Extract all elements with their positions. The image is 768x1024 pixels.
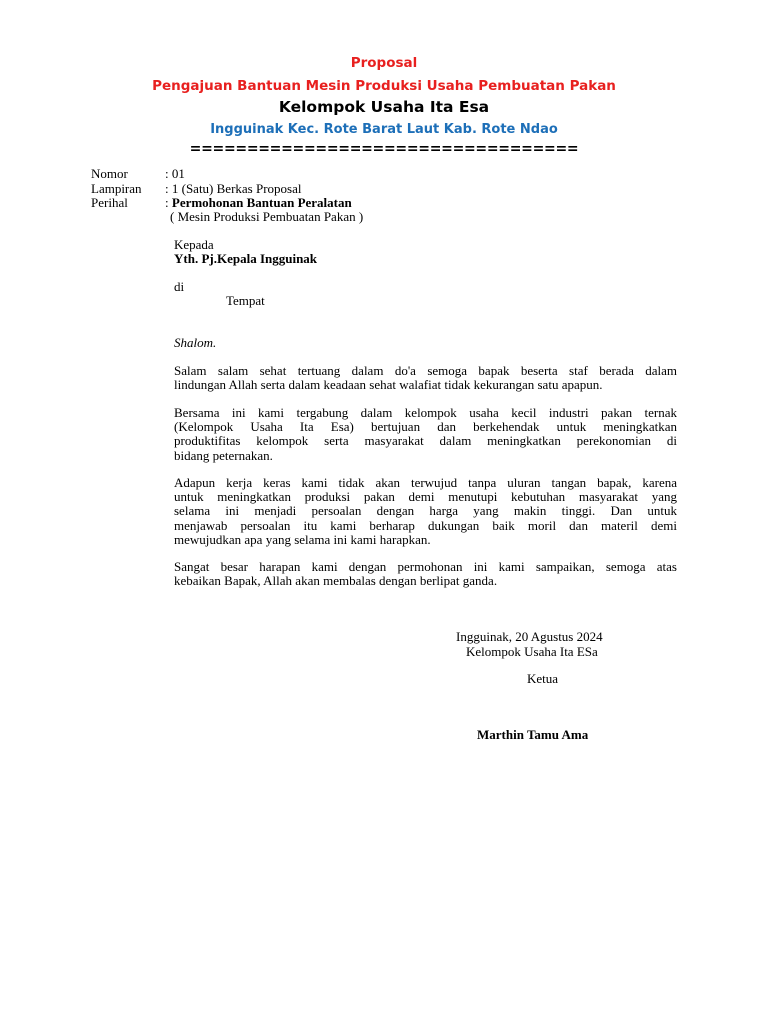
paragraph-line: menjawab persoalan itu kami berharap dukungan baik moril dan materil demi [174, 517, 677, 533]
paragraph-line: Bersama ini kami tergabung dalam kelompok usaha kecil industri pakan ternak [174, 405, 677, 420]
paragraph-3 [174, 476, 677, 547]
nomor-label: Nomor [91, 166, 128, 181]
paragraph-1 [174, 364, 677, 392]
signature-role: Ketua [527, 671, 559, 686]
recipient-name: Yth. Pj.Kepala Ingguinak [174, 251, 318, 266]
perihal-colon: : [165, 195, 172, 210]
paragraph-line: (Kelompok Usaha Ita Esa) bertujuan dan berkehendak untuk meningkatkan [174, 419, 677, 435]
lampiran-label: Lampiran [91, 181, 142, 196]
place-date: Ingguinak, 20 Agustus 2024 [456, 629, 603, 644]
perihal-sub: ( Mesin Produksi Pembuatan Pakan ) [170, 209, 364, 224]
di-label: di [174, 279, 185, 294]
group-name-heading: Kelompok Usaha Ita Esa [278, 98, 490, 116]
address-heading: Ingguinak Kec. Rote Barat Laut Kab. Rote Ndao [210, 122, 558, 137]
paragraph-line: Sangat besar harapan kami dengan permohonan ini kami sampaikan, semoga atas [174, 559, 677, 574]
paragraph-line: Salam salam sehat tertuang dalam do'a semoga bapak beserta staf berada dalam [174, 363, 677, 378]
signatory-name: Marthin Tamu Ama [477, 727, 589, 742]
perihal-value: Permohonan Bantuan Peralatan [171, 195, 352, 210]
paragraph-line: bidang peternakan. [174, 447, 273, 463]
lampiran-value: : 1 (Satu) Berkas Proposal [165, 181, 302, 196]
kepada-label: Kepada [174, 237, 214, 252]
tempat-label: Tempat [226, 293, 265, 308]
signature-org: Kelompok Usaha Ita ESa [466, 644, 598, 659]
perihal-label: Perihal [91, 195, 128, 210]
greeting: Shalom. [174, 335, 217, 350]
paragraph-line: produktifitas kelompok serta masyarakat dalam meningkatkan perekonomian di [174, 433, 677, 449]
header-divider: ================================== [189, 141, 579, 157]
paragraph-2 [174, 406, 677, 463]
paragraph-4 [174, 560, 677, 588]
proposal-subject-heading: Pengajuan Bantuan Mesin Produksi Usaha Pembuatan Pakan [152, 78, 616, 94]
paragraph-line: selama ini menjadi persoalan dengan harga yang makin tinggi. Dan untuk [174, 503, 677, 519]
paragraph-line: mewujudkan apa yang selama ini kami harapkan. [174, 531, 431, 547]
paragraph-line: Adapun kerja keras kami tidak akan terwujud tanpa uluran tangan bapak, karena [174, 475, 677, 490]
document-title: Proposal [350, 55, 418, 71]
paragraph-line: kebaikan Bapak, Allah akan membalas dengan berlipat ganda. [174, 573, 498, 589]
paragraph-line: lindungan Allah serta dalam keadaan sehat walafiat tidak kekurangan satu apapun. [174, 377, 603, 393]
paragraph-line: untuk meningkatkan produksi pakan demi menutupi kebutuhan masyarakat yang [174, 489, 677, 505]
nomor-value: : 01 [165, 166, 185, 181]
